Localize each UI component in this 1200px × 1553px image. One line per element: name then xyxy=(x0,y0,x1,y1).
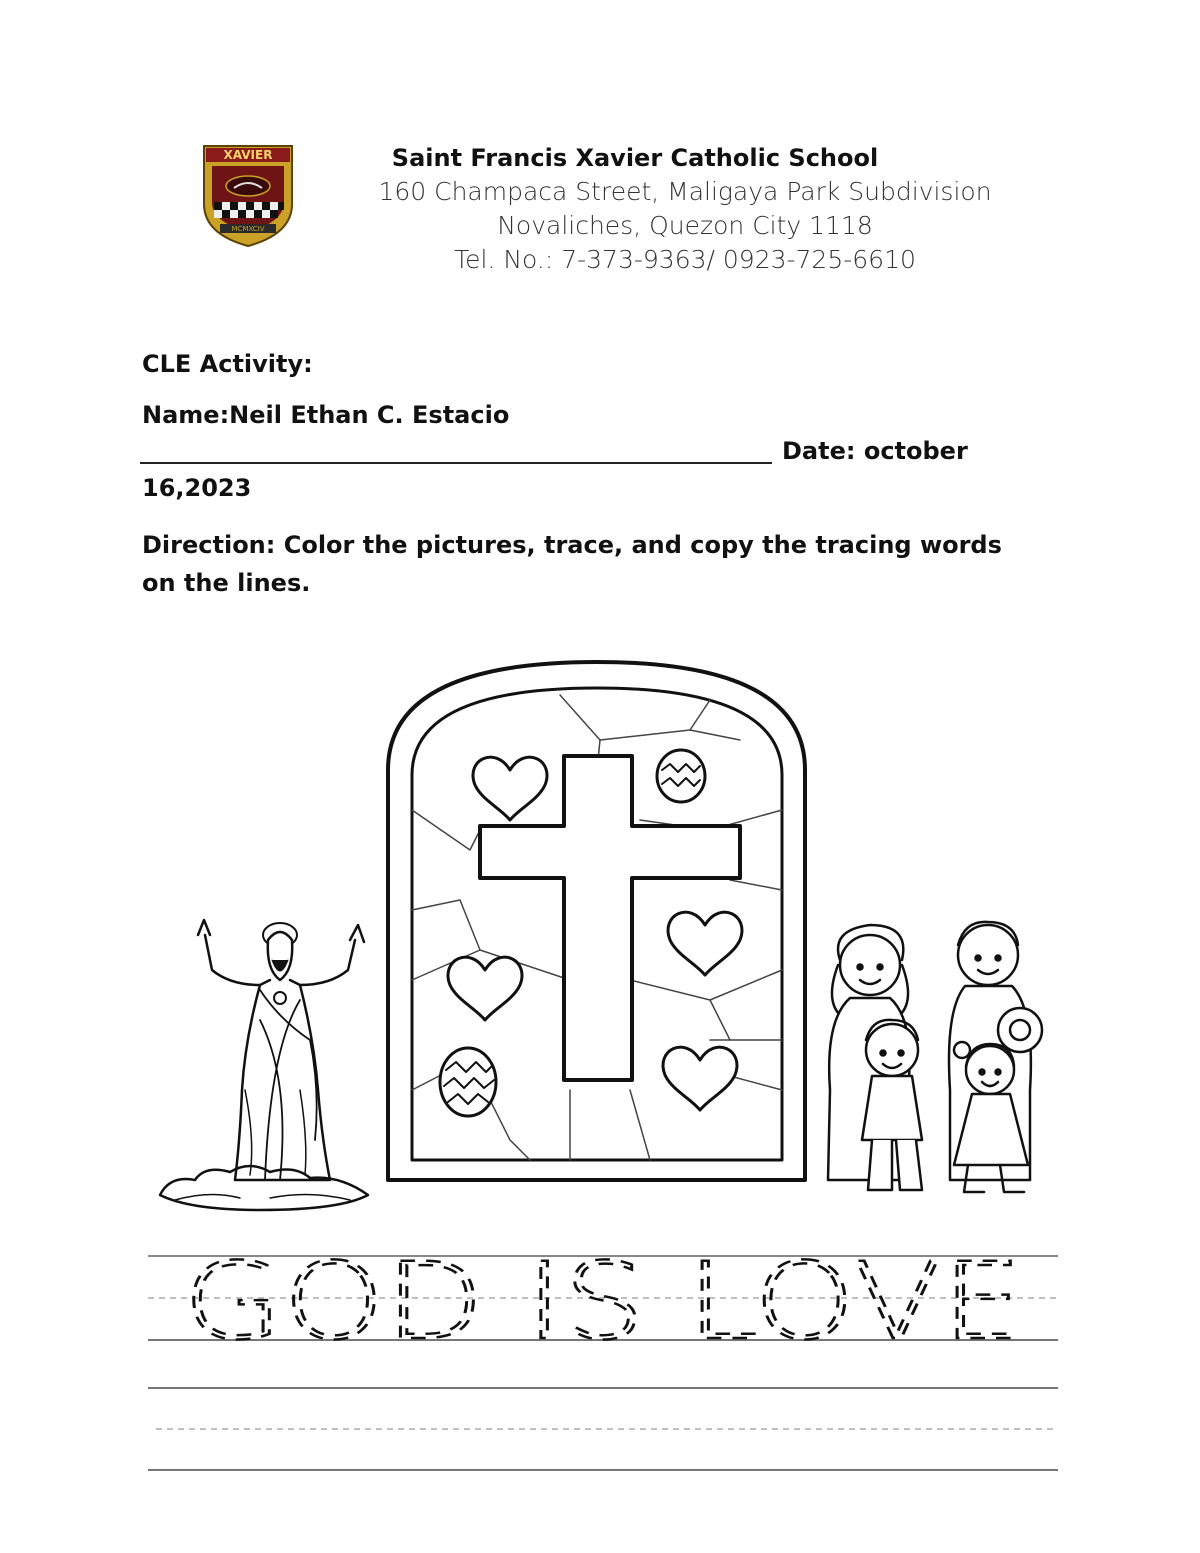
school-address-city: Novaliches, Quezon City 1118 xyxy=(497,211,873,240)
date-value-continued: 16,2023 xyxy=(142,474,252,502)
school-name: Saint Francis Xavier Catholic School xyxy=(391,144,879,172)
activity-label: CLE Activity: xyxy=(142,350,313,378)
direction-text: Direction: Color the pictures, trace, and copy the tracing words on the lines. xyxy=(142,531,1002,597)
name-value: Neil Ethan C. Estacio xyxy=(229,401,510,429)
family-figures-icon xyxy=(828,922,1042,1192)
school-phone: Tel. No.: 7-373-9363/ 0923-725-6610 xyxy=(454,245,916,274)
name-label: Name: xyxy=(142,401,230,429)
school-logo xyxy=(198,142,298,248)
svg-text:MCMXCIV: MCMXCIV xyxy=(231,225,265,233)
coloring-illustration xyxy=(150,620,1060,1220)
date-label: Date: xyxy=(782,437,856,465)
date-field xyxy=(782,437,968,465)
date-value: october xyxy=(863,437,968,465)
tracing-word: GOD IS LOVE xyxy=(183,1250,1023,1363)
stained-glass-window-icon xyxy=(388,662,805,1180)
jesus-figure-icon xyxy=(160,920,368,1210)
svg-text:XAVIER: XAVIER xyxy=(223,148,273,162)
tracing-area xyxy=(148,1250,1060,1480)
name-underline xyxy=(140,462,772,464)
school-address-street: 160 Champaca Street, Maligaya Park Subdivision xyxy=(378,177,992,206)
name-field xyxy=(142,401,509,429)
